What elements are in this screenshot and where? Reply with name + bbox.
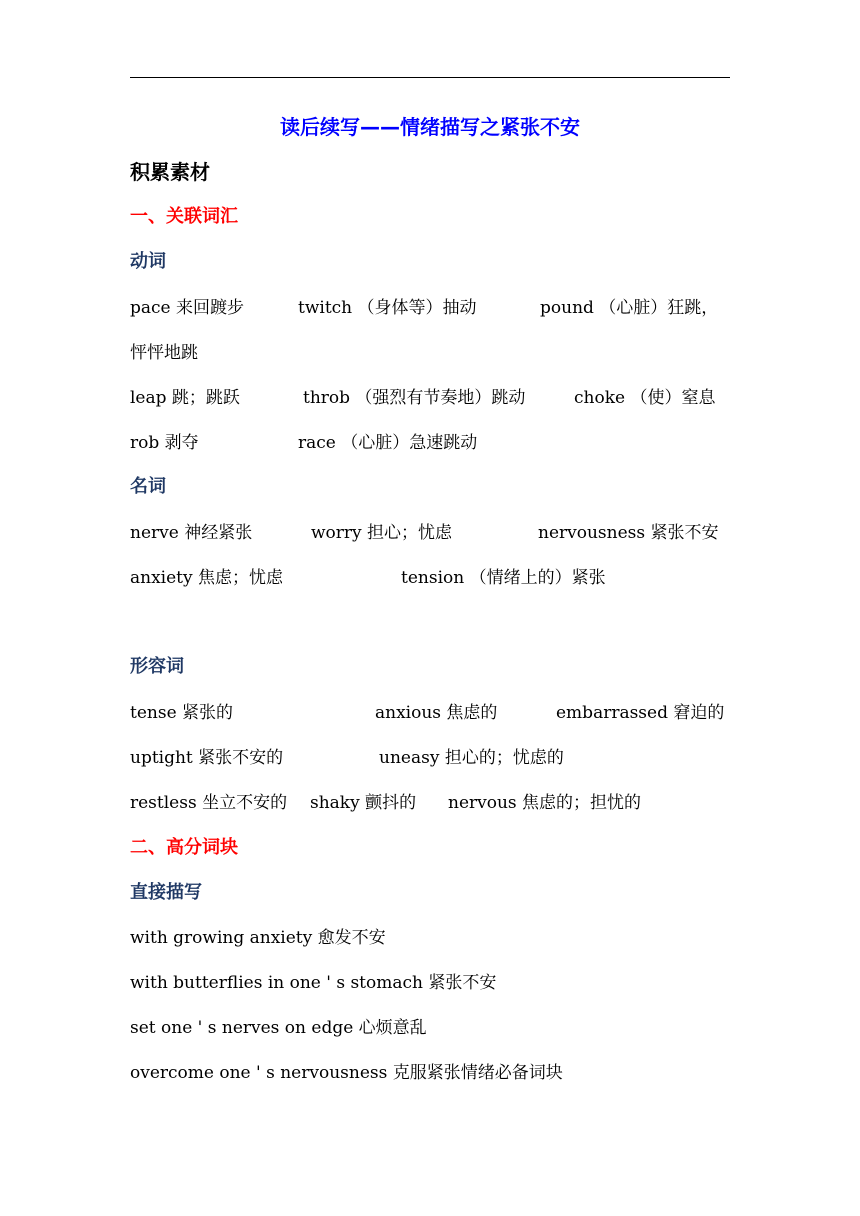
phrase-item: with butterflies in one ' s stomach 紧张不安 xyxy=(130,973,497,993)
header-rule xyxy=(130,77,730,78)
document-title: 读后续写——情绪描写之紧张不安 xyxy=(280,115,580,139)
section-heading: 积累素材 xyxy=(130,160,210,184)
vocab-entry: 怦怦地跳 xyxy=(130,343,198,363)
vocab-entry: nervousness 紧张不安 xyxy=(538,523,719,543)
nouns-heading: 名词 xyxy=(130,476,166,497)
vocab-entry: uptight 紧张不安的 xyxy=(130,748,284,768)
verbs-row xyxy=(130,431,730,455)
vocab-entry: leap 跳；跳跃 xyxy=(130,388,240,408)
vocab-entry: race （心脏）急速跳动 xyxy=(298,433,478,453)
adjectives-row xyxy=(130,701,730,725)
vocab-entry: embarrassed 窘迫的 xyxy=(556,703,725,723)
phrase-item: set one ' s nerves on edge 心烦意乱 xyxy=(130,1018,427,1038)
vocab-entry: pace 来回踱步 xyxy=(130,298,245,318)
vocab-entry: restless 坐立不安的 xyxy=(130,793,288,813)
nouns-row xyxy=(130,521,730,545)
vocab-entry: nervous 焦虑的；担忧的 xyxy=(448,793,642,813)
vocab-entry: anxious 焦虑的 xyxy=(375,703,498,723)
vocab-entry: tense 紧张的 xyxy=(130,703,234,723)
phrase-item: overcome one ' s nervousness 克服紧张情绪必备词块 xyxy=(130,1063,563,1083)
vocab-entry: uneasy 担心的；忧虑的 xyxy=(379,748,564,768)
vocab-entry: twitch （身体等）抽动 xyxy=(298,298,477,318)
part1-heading: 一、关联词汇 xyxy=(130,206,238,227)
phrase-item: with growing anxiety 愈发不安 xyxy=(130,928,386,948)
vocab-entry: shaky 颤抖的 xyxy=(310,793,417,813)
verbs-row-wrap xyxy=(130,341,730,365)
verbs-row xyxy=(130,296,730,320)
vocab-entry: anxiety 焦虑；忧虑 xyxy=(130,568,284,588)
vocab-entry: choke （使）窒息 xyxy=(574,388,716,408)
part2-heading: 二、高分词块 xyxy=(130,837,238,858)
verbs-row xyxy=(130,386,730,410)
vocab-entry: pound （心脏）狂跳， xyxy=(540,298,719,318)
vocab-entry: rob 剥夺 xyxy=(130,433,199,453)
verbs-heading: 动词 xyxy=(130,251,166,272)
adjectives-row xyxy=(130,746,730,770)
adjectives-row xyxy=(130,791,730,815)
adjectives-heading: 形容词 xyxy=(130,656,184,677)
direct-heading: 直接描写 xyxy=(130,882,202,903)
document-page xyxy=(130,0,730,1216)
vocab-entry: throb （强烈有节奏地）跳动 xyxy=(303,388,526,408)
vocab-entry: nerve 神经紧张 xyxy=(130,523,253,543)
vocab-entry: tension （情绪上的）紧张 xyxy=(401,568,606,588)
nouns-row xyxy=(130,566,730,590)
vocab-entry: worry 担心；忧虑 xyxy=(311,523,453,543)
